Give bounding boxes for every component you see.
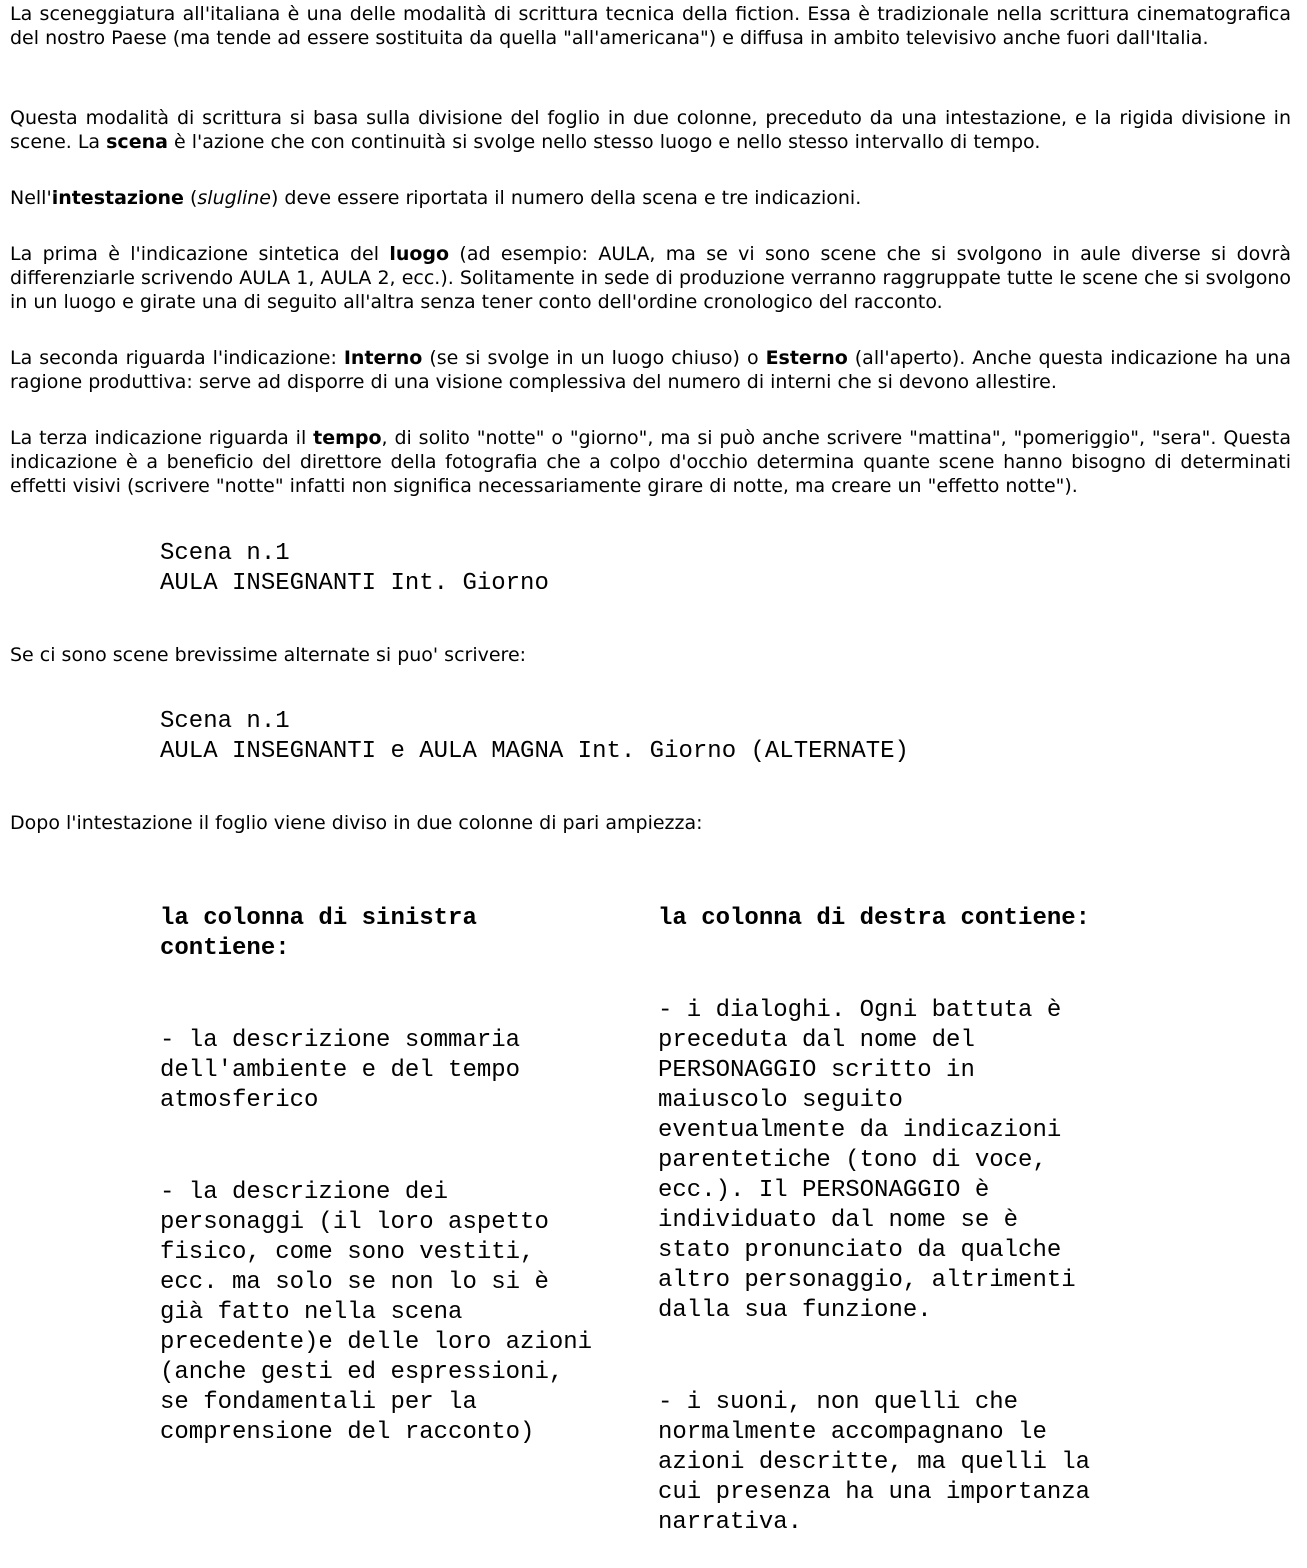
term-intestazione: intestazione xyxy=(51,187,184,209)
example-slugline-1 xyxy=(160,539,549,599)
right-column-heading: la colonna di destra contiene: xyxy=(658,905,1091,932)
term-esterno: Esterno xyxy=(765,347,848,369)
after-text: Dopo l'intestazione il foglio viene diviso in due colonne di pari ampiezza: xyxy=(10,812,703,834)
right-column xyxy=(658,874,1278,1568)
intro-paragraph-4 xyxy=(10,242,1291,314)
paragraph-4-text-b: (ad esempio: AULA, ma se vi sono scene che si svolgono in aule diverse si dovrà differenziarle scrivendo AULA 1, AULA 2, ecc.). Solitamente in sede di produzione verranno raggruppate tutte le scene che si svolgono in un luogo e girate una di seguito all'altra senza tener conto dell'ordine cronologico del racconto. xyxy=(10,243,1291,313)
intro-paragraph-2 xyxy=(10,106,1291,154)
left-column-item-characters: - la descrizione dei personaggi (il loro aspetto fisico, come sono vestiti, ecc. ma solo se non lo si è già fatto nella scena precedente)e delle loro azioni (anche gesti ed espressioni, se fondamentali per la comprensione del racconto) xyxy=(160,1179,593,1446)
paragraph-2-text-a: Questa modalità di scrittura si basa sulla divisione del foglio in due colonne, preceduto da una intestazione, e la rigida divisione in scene. La xyxy=(10,107,1291,153)
term-scena: scena xyxy=(106,131,168,153)
intro-paragraph-5 xyxy=(10,346,1291,394)
between-text: Se ci sono scene brevissime alternate si puo' scrivere: xyxy=(10,644,527,666)
paragraph-3-text-c: ) deve essere riportata il numero della scena e tre indicazioni. xyxy=(270,187,862,209)
intro-paragraph-1 xyxy=(10,2,1291,50)
intro-paragraph-1-text: La sceneggiatura all'italiana è una delle modalità di scrittura tecnica della fiction. Essa è tradizionale nella scrittura cinematografica del nostro Paese (ma tende ad essere sostituita da quella "all'americana") e diffusa in ambito televisivo anche fuori dall'Italia. xyxy=(10,3,1291,49)
paragraph-3-text-b: ( xyxy=(183,187,198,209)
paragraph-6-text-a: La terza indicazione riguarda il xyxy=(10,427,314,449)
term-slugline: slugline xyxy=(197,187,271,209)
right-column-item-dialogues: - i dialoghi. Ogni battuta è preceduta dal nome del PERSONAGGIO scritto in maiuscolo seguito eventualmente da indicazioni parentetiche (tono di voce, ecc.). Il PERSONAGGIO è individuato dal nome se è stato pronunciato da qualche altro personaggio, altrimenti dalla sua funzione. xyxy=(658,997,1076,1324)
right-column-item-sounds: - i suoni, non quelli che normalmente accompagnano le azioni descritte, ma quelli la cui presenza ha una importanza narrativa. xyxy=(658,1389,1091,1536)
term-luogo: luogo xyxy=(389,243,450,265)
paragraph-5-text-b: (se si svolge in un luogo chiuso) o xyxy=(422,347,766,369)
term-interno: Interno xyxy=(343,347,423,369)
left-column xyxy=(160,874,640,1478)
intro-paragraph-6 xyxy=(10,426,1291,498)
left-column-heading: la colonna di sinistra contiene: xyxy=(160,905,477,962)
term-tempo: tempo xyxy=(313,427,382,449)
example-2-scene-number: Scena n.1 xyxy=(160,708,290,735)
example-slugline-2 xyxy=(160,707,909,767)
paragraph-5-text-c: (all'aperto). Anche questa indicazione ha una ragione produttiva: serve ad disporre di una visione complessiva del numero di interni che si devono allestire. xyxy=(10,347,1291,393)
paragraph-3-text-a: Nell' xyxy=(10,187,52,209)
example-2-scene-heading: AULA INSEGNANTI e AULA MAGNA Int. Giorno (ALTERNATE) xyxy=(160,738,909,765)
after-paragraph xyxy=(10,811,1291,835)
paragraph-5-text-a: La seconda riguarda l'indicazione: xyxy=(10,347,344,369)
left-column-item-environment: - la descrizione sommaria dell'ambiente e del tempo atmosferico xyxy=(160,1027,521,1114)
example-1-scene-number: Scena n.1 xyxy=(160,540,290,567)
paragraph-6-text-b: , di solito "notte" o "giorno", ma si può anche scrivere "mattina", "pomeriggio", "sera". Questa indicazione è a beneficio del direttore della fotografia che a colpo d'occhio determina quante scene hanno bisogno di determinati effetti visivi (scrivere "notte" infatti non significa necessariamente girare di notte, ma creare un "effetto notte"). xyxy=(10,427,1291,497)
paragraph-4-text-a: La prima è l'indicazione sintetica del xyxy=(10,243,390,265)
paragraph-2-text-b: è l'azione che con continuità si svolge nello stesso luogo e nello stesso intervallo di tempo. xyxy=(167,131,1041,153)
intro-paragraph-3 xyxy=(10,186,1291,210)
between-paragraph xyxy=(10,643,1291,667)
example-1-scene-heading: AULA INSEGNANTI Int. Giorno xyxy=(160,570,549,597)
